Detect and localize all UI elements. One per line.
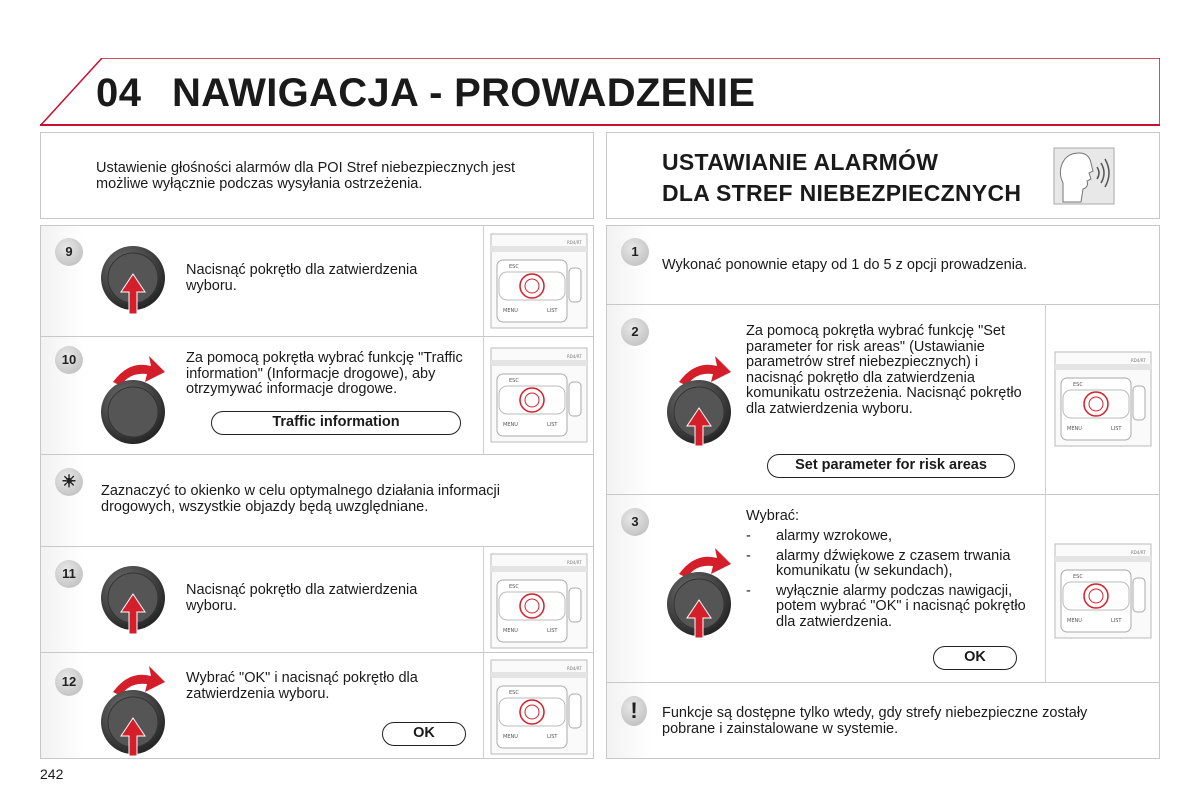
- traffic-information-button[interactable]: Traffic information: [211, 411, 461, 435]
- ok-button[interactable]: OK: [933, 646, 1017, 670]
- right-title-panel: [606, 132, 1160, 219]
- svg-text:RD4/RT: RD4/RT: [567, 560, 582, 565]
- exclamation-icon: !: [621, 696, 647, 726]
- left-intro-panel: [40, 132, 594, 219]
- svg-text:LIST: LIST: [547, 628, 558, 634]
- knob-rotate-press-icon: [665, 538, 745, 642]
- svg-text:MENU: MENU: [1067, 618, 1082, 624]
- step-number-11: 11: [55, 560, 83, 588]
- chapter-number: 04: [96, 71, 142, 115]
- svg-text:MENU: MENU: [503, 308, 518, 314]
- svg-text:ESC: ESC: [509, 378, 519, 384]
- left-steps-panel: [40, 225, 594, 759]
- svg-text:ESC: ESC: [509, 690, 519, 696]
- section-title-line-1: USTAWIANIE ALARMÓW: [662, 149, 939, 175]
- list-item: - alarmy wzrokowe,: [746, 529, 1036, 545]
- svg-text:ESC: ESC: [509, 584, 519, 590]
- svg-text:MENU: MENU: [1067, 426, 1082, 432]
- knob-rotate-icon: [99, 346, 179, 450]
- step-1-text: Wykonać ponownie etapy od 1 do 5 z opcji prowadzenia.: [662, 257, 1028, 273]
- intro-text: Ustawienie głośności alarmów dla POI Stref niebezpiecznych jest możliwe wyłącznie podczas wysyłania ostrzeżenia.: [96, 160, 516, 192]
- ok-button[interactable]: OK: [382, 722, 466, 746]
- svg-text:MENU: MENU: [503, 734, 518, 740]
- knob-press-icon: [99, 238, 179, 328]
- page-number: 242: [40, 766, 64, 782]
- svg-text:LIST: LIST: [547, 734, 558, 740]
- note-text: Funkcje są dostępne tylko wtedy, gdy strefy niebezpieczne zostały pobrane i zainstalowane w systemie.: [662, 705, 1088, 737]
- sun-tip-icon: ☀: [55, 468, 83, 496]
- radio-controls-icon: [1053, 350, 1153, 448]
- svg-text:ESC: ESC: [1073, 382, 1083, 388]
- step-number-3: 3: [621, 508, 649, 536]
- svg-text:LIST: LIST: [1111, 426, 1122, 432]
- svg-text:RD4/RT: RD4/RT: [567, 666, 582, 671]
- step-3-intro: Wybrać:: [746, 508, 800, 524]
- svg-text:RD4/RT: RD4/RT: [1131, 550, 1146, 555]
- radio-controls-icon: [1053, 542, 1153, 640]
- radio-controls-icon: [489, 552, 589, 650]
- step-number-1: 1: [621, 238, 649, 266]
- section-title-line-2: DLA STREF NIEBEZPIECZNYCH: [662, 180, 1022, 206]
- svg-text:RD4/RT: RD4/RT: [567, 354, 582, 359]
- svg-text:RD4/RT: RD4/RT: [567, 240, 582, 245]
- list-item: - wyłącznie alarmy podczas nawigacji, potem wybrać "OK" i nacisnąć pokrętło dla zatwierdzenia.: [746, 584, 1036, 631]
- alarm-options-list: [746, 529, 1036, 634]
- step-11-text: Nacisnąć pokrętło dla zatwierdzenia wyboru.: [186, 582, 418, 614]
- svg-text:LIST: LIST: [547, 422, 558, 428]
- radio-controls-icon: [489, 658, 589, 756]
- step-2-text: Za pomocą pokrętła wybrać funkcję "Set parameter for risk areas" (Ustawianie parametrów stref niebezpiecznych) i nacisnąć pokrętło dla zatwierdzenia komunikatu ostrzeżenia. Nacisnąć pokrętło dla zatwierdzenia wyboru.: [746, 323, 1022, 417]
- step-12-text: Wybrać "OK" i nacisnąć pokrętło dla zatwierdzenia wyboru.: [186, 670, 418, 702]
- step-number-10: 10: [55, 346, 83, 374]
- page-title: NAWIGACJA - PROWADZENIE: [172, 71, 756, 115]
- radio-controls-icon: [489, 232, 589, 330]
- svg-text:MENU: MENU: [503, 628, 518, 634]
- step-10-text: Za pomocą pokrętła wybrać funkcję "Traffic information" (Informacje drogowe), aby otrzymywać informacje drogowe.: [186, 350, 463, 397]
- step-number-9: 9: [55, 238, 83, 266]
- voice-head-icon: [1053, 147, 1115, 205]
- svg-text:RD4/RT: RD4/RT: [1131, 358, 1146, 363]
- list-item: - alarmy dźwiękowe z czasem trwania komunikatu (w sekundach),: [746, 549, 1036, 580]
- knob-rotate-press-icon: [665, 346, 745, 450]
- svg-text:ESC: ESC: [509, 264, 519, 270]
- svg-text:LIST: LIST: [547, 308, 558, 314]
- step-number-2: 2: [621, 318, 649, 346]
- right-steps-panel: [606, 225, 1160, 759]
- page-header: [40, 58, 1160, 126]
- knob-press-icon: [99, 558, 179, 648]
- set-parameter-for-risk-areas-button[interactable]: Set parameter for risk areas: [767, 454, 1015, 478]
- radio-controls-icon: [489, 346, 589, 444]
- svg-text:ESC: ESC: [1073, 574, 1083, 580]
- step-9-text: Nacisnąć pokrętło dla zatwierdzenia wyboru.: [186, 262, 418, 294]
- svg-text:MENU: MENU: [503, 422, 518, 428]
- step-number-12: 12: [55, 668, 83, 696]
- svg-text:LIST: LIST: [1111, 618, 1122, 624]
- knob-rotate-press-icon: [99, 656, 179, 759]
- tip-text: Zaznaczyć to okienko w celu optymalnego działania informacji drogowych, wszystkie objazdy będą uwzględniane.: [101, 483, 500, 515]
